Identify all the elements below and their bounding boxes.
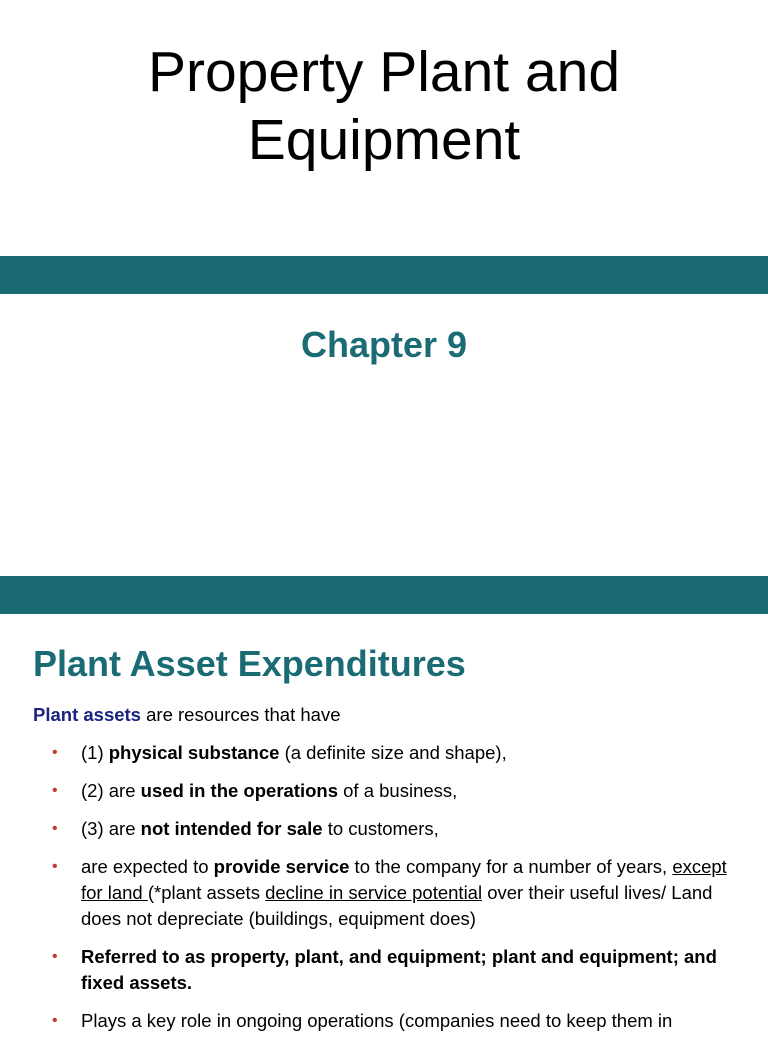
intro-rest: are resources that have	[140, 704, 341, 725]
intro-term: Plant assets	[33, 704, 141, 725]
bullet-underlined: decline in service potential	[265, 882, 483, 903]
bullet-text: to the company for a number of years,	[349, 856, 668, 877]
bullet-text: (1)	[81, 742, 109, 763]
list-item	[0, 944, 768, 996]
bullet-text: (a definite size and shape),	[279, 742, 507, 763]
bullet-bold: Referred to as property, plant, and equipment; plant and equipment; and fixed assets.	[81, 946, 717, 993]
bullet-text: (*plant assets	[147, 882, 266, 903]
title-line-1: Property Plant and	[147, 40, 621, 104]
list-item	[0, 816, 768, 842]
bullet-bold: used in the operations	[140, 780, 338, 801]
bullet-text: Plays a key role in ongoing operations (companies need to keep them in	[81, 1010, 673, 1031]
title-line-2: Equipment	[247, 108, 521, 172]
slide-divider-band-2	[0, 576, 768, 614]
bullet-bold: physical substance	[108, 742, 280, 763]
slide1-title	[0, 38, 768, 174]
bullet-list	[0, 740, 768, 1046]
chapter-label: Chapter 9	[300, 324, 468, 365]
bullet-text: over their useful lives/ Land does not depreciate (buildings, equipment does)	[81, 882, 713, 929]
bullet-text: of a business,	[338, 780, 458, 801]
list-item	[0, 1008, 768, 1034]
bullet-underlined: except for land	[81, 856, 727, 903]
bullet-bold: provide service	[213, 856, 350, 877]
bullet-text: (3) are	[81, 818, 141, 839]
list-item	[0, 854, 768, 932]
bullet-dot-icon: •	[52, 782, 58, 799]
bullet-dot-icon: •	[52, 1012, 58, 1029]
list-item	[0, 778, 768, 804]
bullet-dot-icon: •	[52, 858, 58, 875]
bullet-bold: not intended for sale	[140, 818, 323, 839]
bullet-text: (2) are	[81, 780, 141, 801]
bullet-dot-icon: •	[52, 744, 58, 761]
bullet-text: to customers,	[322, 818, 439, 839]
list-item	[0, 740, 768, 766]
bullet-dot-icon: •	[52, 820, 58, 837]
slide-divider-band-1	[0, 256, 768, 294]
bullet-dot-icon: •	[52, 948, 58, 965]
bullet-text: are expected to	[81, 856, 214, 877]
section-heading: Plant Asset Expenditures	[33, 643, 466, 684]
intro-line	[33, 702, 340, 728]
